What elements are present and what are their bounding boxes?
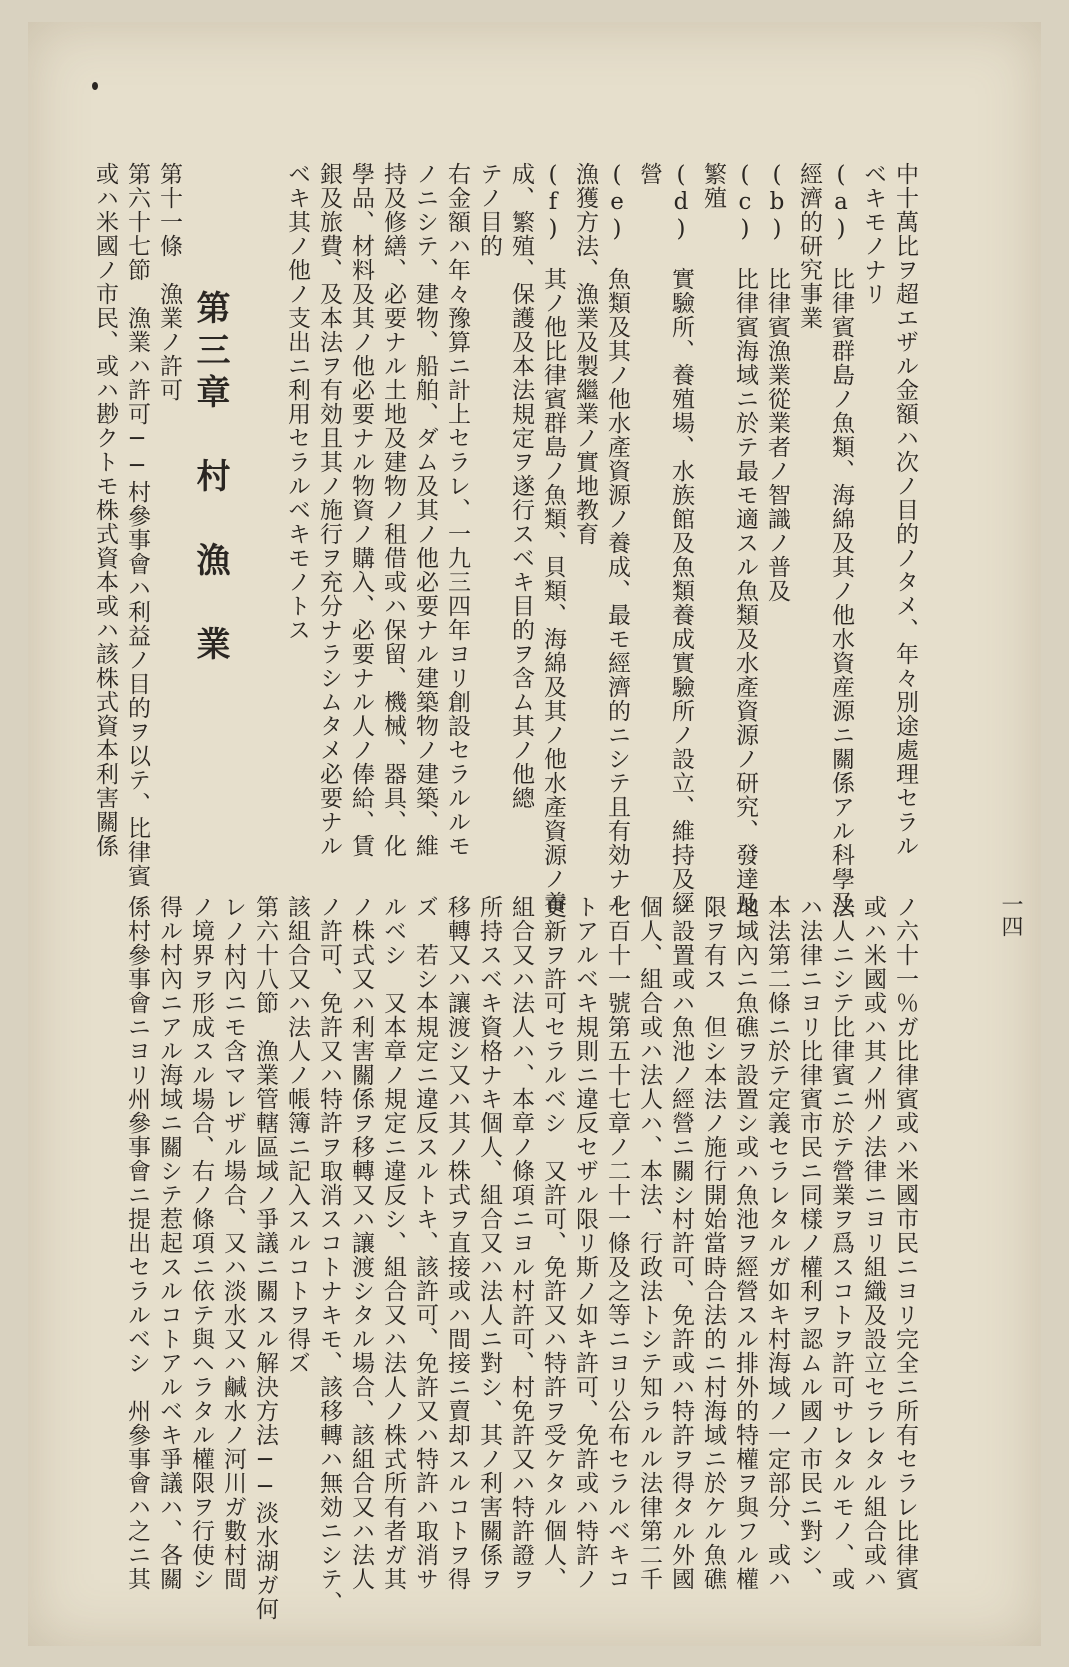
text-column: 學品、材料及其ノ他必要ナル物資ノ購入、必要ナル人ノ俸給、賃 <box>348 162 374 858</box>
text-column: 移轉又ハ讓渡シ又ハ其ノ株式ヲ直接或ハ間接ニ賣却スルコトヲ得 <box>444 895 470 1591</box>
text-column: 右金額ハ年々豫算ニ計上セラレ、一九三四年ヨリ創設セラルルモ <box>444 162 470 858</box>
text-column: 七百十一號第五十七章ノ二十一條及之等ニヨリ公布セラルベキコ <box>604 895 630 1591</box>
text-column: 更新ヲ許可セラルベシ 又許可、免許又ハ特許ヲ受ケタル個人、 <box>540 895 566 1591</box>
chapter-heading: 第三章 村 漁 業 <box>190 290 230 668</box>
text-column: 或ハ米國ノ市民、或ハ尠クトモ株式資本或ハ該株式資本利害關係 <box>92 162 118 858</box>
text-column: テノ目的 <box>476 162 502 258</box>
text-column: ノ六十一％ガ比律賓或ハ米國市民ニヨリ完全ニ所有セラレ比律賓 <box>892 895 918 1591</box>
text-column: ノ許可、免許又ハ特許ヲ取消スコトナキモ、該移轉ハ無効ニシテ、 <box>316 895 342 1615</box>
text-column: 第六十八節 漁業管轄區域ノ爭議ニ關スル解決方法──淡水湖ガ何 <box>252 895 278 1621</box>
text-column: 持及修繕、必要ナル土地及建物ノ租借或ハ保留、機械、器具、化 <box>380 162 406 858</box>
text-column: (d) 實驗所、養殖場、水族館及魚類養成實驗所ノ設立、維持及經 <box>668 162 694 915</box>
text-column: トアルベキ規則ニ違反セザル限リ斯ノ如キ許可、免許或ハ特許ノ <box>572 895 598 1591</box>
text-column: (c) 比律賓海域ニ於テ最モ適スル魚類及水產資源ノ研究、發達及 <box>732 162 758 915</box>
text-column: 組合又ハ法人ハ、本章ノ條項ニヨル村許可、村免許又ハ特許證ヲ <box>508 895 534 1591</box>
ink-dot <box>92 82 98 90</box>
text-column: 第六十七節 漁業ハ許可──村參事會ハ利益ノ目的ヲ以テ、比律賓 <box>124 162 150 888</box>
text-column: 漁獲方法、漁業及製繼業ノ實地教育 <box>572 162 598 546</box>
text-column: (f) 其ノ他比律賓群島ノ魚類、貝類、海綿及其ノ他水產資源ノ養 <box>540 162 566 915</box>
text-column: 限ヲ有ス 但シ本法ノ施行開始當時合法的ニ村海域ニ於ケル魚礁 <box>700 895 726 1591</box>
text-column: 中十萬比ヲ超エザル金額ハ次ノ目的ノタメ、年々別途處理セラル <box>892 162 918 858</box>
text-column: ノニシテ、建物、船舶、ダム及其ノ他必要ナル建築物ノ建築、維 <box>412 162 438 858</box>
text-column: 該組合又ハ法人ノ帳簿ニ記入スルコトヲ得ズ <box>284 895 310 1375</box>
text-column: ノ境界ヲ形成スル場合、右ノ條項ニ依テ與ヘラタル權限ヲ行使シ <box>188 895 214 1591</box>
text-column: 所持スベキ資格ナキ個人、組合又ハ法人ニ對シ、其ノ利害關係ヲ <box>476 895 502 1591</box>
page-number: 一四 <box>998 893 1023 937</box>
text-column: 係村參事會ニヨリ州參事會ニ提出セラルベシ 州參事會ハ之ニ其 <box>124 895 150 1591</box>
text-column: ルベシ 又本章ノ規定ニ違反シ、組合又ハ法人ノ株式所有者ガ其 <box>380 895 406 1591</box>
text-column: ズ 若シ本規定ニ違反スルトキ、該許可、免許又ハ特許ハ取消サ <box>412 895 438 1591</box>
text-column: 地域內ニ魚礁ヲ設置シ或ハ魚池ヲ經營スル排外的特權ヲ與フル權 <box>732 895 758 1591</box>
text-column: レノ村內ニモ含マレザル場合、又ハ淡水又ハ鹹水ノ河川ガ數村間 <box>220 895 246 1591</box>
text-column: 得ル村內ニアル海域ニ關シテ惹起スルコトアルベキ爭議ハ、各關 <box>156 895 182 1591</box>
text-column: 經濟的研究事業 <box>796 162 822 330</box>
text-column: 本法第二條ニ於テ定義セラレタルガ如キ村海域ノ一定部分、或ハ <box>764 895 790 1591</box>
text-column: 營 <box>636 162 662 186</box>
text-column: 銀及旅費、及本法ヲ有効且其ノ施行ヲ充分ナラシムタメ必要ナル <box>316 162 342 858</box>
text-column: (a) 比律賓群島ノ魚類、海綿及其ノ他水資産源ニ關係アル科學及 <box>828 162 854 915</box>
text-column: (b) 比律賓漁業從業者ノ智識ノ普及 <box>764 162 790 603</box>
text-column: 法人ニシテ比律賓ニ於テ營業ヲ爲スコトヲ許可サレタルモノ、或 <box>828 895 854 1591</box>
text-column: 第十一條 漁業ノ許可 <box>156 162 182 402</box>
text-column: ベキ其ノ他ノ支出ニ利用セラルベキモノトス <box>284 162 310 642</box>
text-column: (e) 魚類及其ノ他水產資源ノ養成、最モ經濟的ニシテ且有効ナル <box>604 162 630 915</box>
text-column: ハ法律ニヨリ比律賓市民ニ同樣ノ權利ヲ認ムル國ノ市民ニ對シ、 <box>796 895 822 1591</box>
text-column: 或ハ米國或ハ其ノ州ノ法律ニヨリ組織及設立セラレタル組合或ハ <box>860 895 886 1591</box>
text-column: ノ設置或ハ魚池ノ經營ニ關シ村許可、免許或ハ特許ヲ得タル外國 <box>668 895 694 1591</box>
text-column: ノ株式又ハ利害關係ヲ移轉又ハ讓渡シタル場合、該組合又ハ法人 <box>348 895 374 1591</box>
text-column: 個人、組合或ハ法人ハ、本法、行政法トシテ知ラルル法律第二千 <box>636 895 662 1591</box>
text-column: 成、繁殖、保護及本法規定ヲ遂行スベキ目的ヲ含ム其ノ他總 <box>508 162 534 810</box>
text-column: 繁殖 <box>700 162 726 210</box>
text-column: ベキモノナリ <box>860 162 886 306</box>
